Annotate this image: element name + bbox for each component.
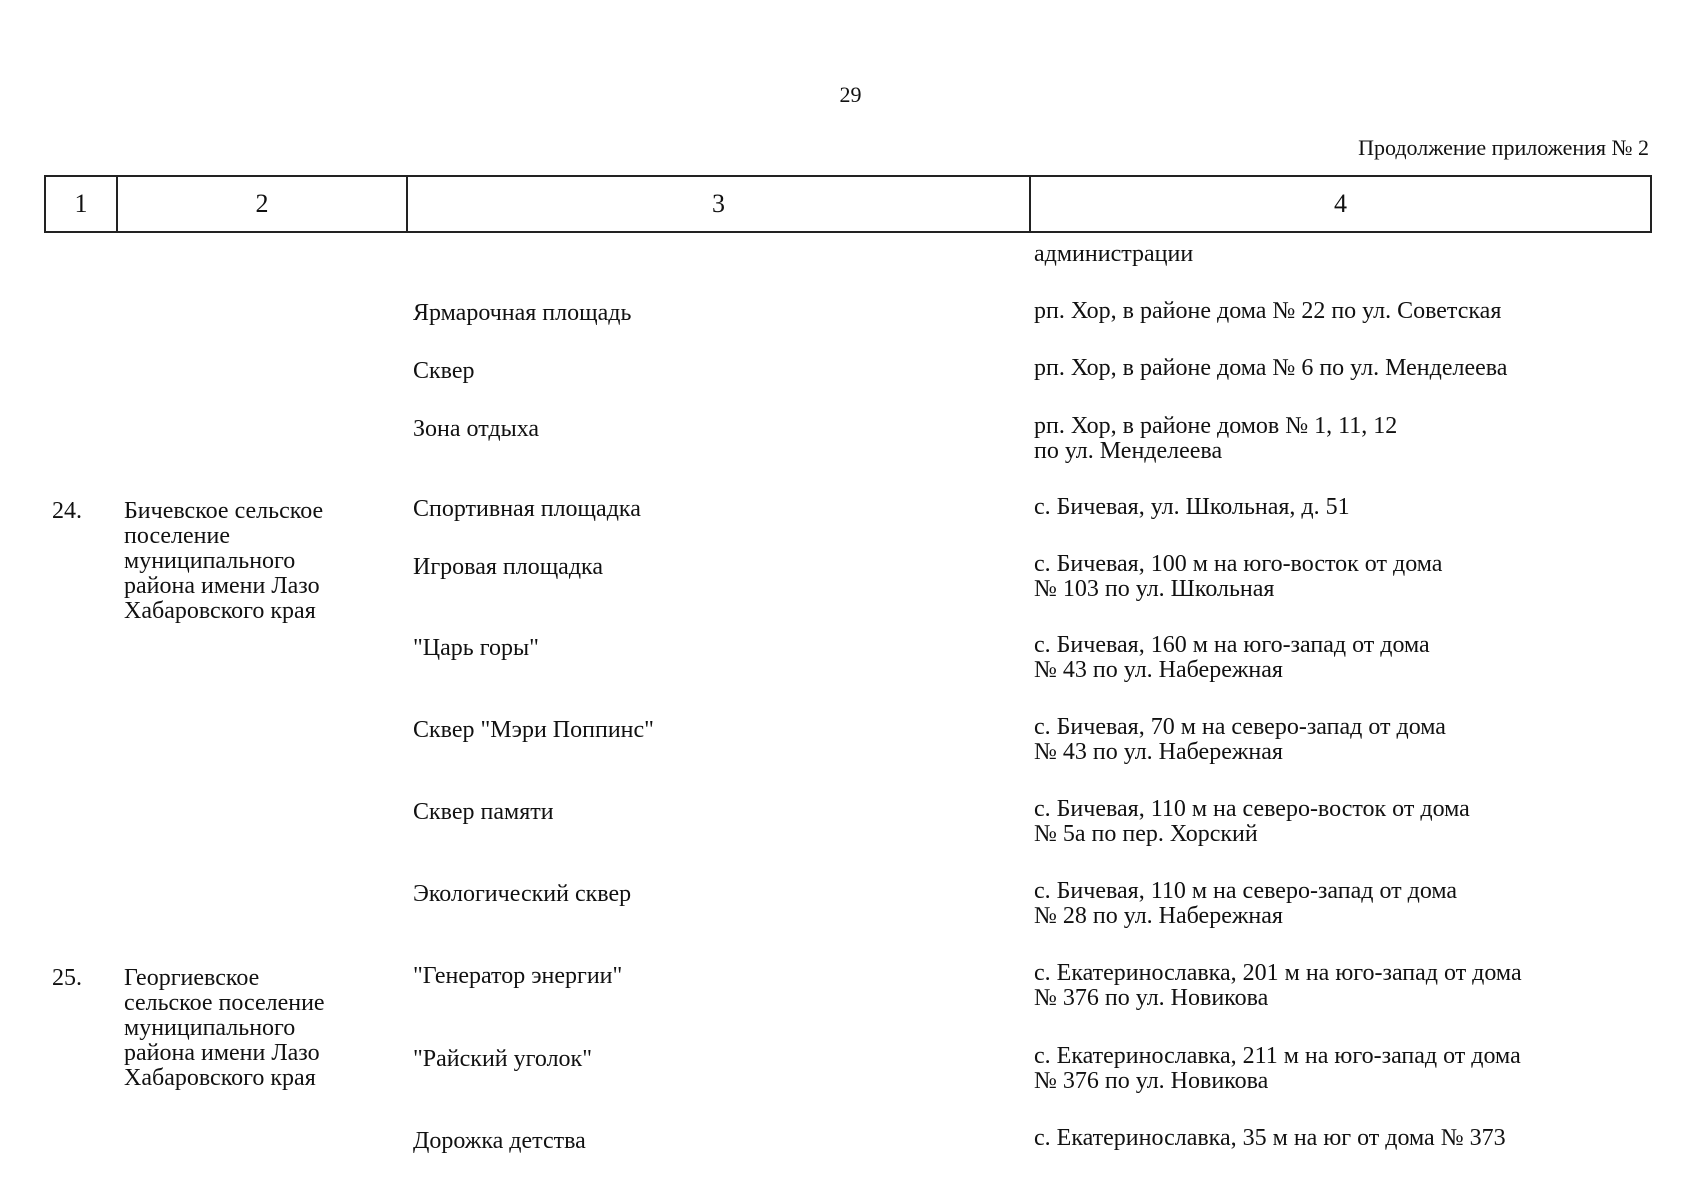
group-number: 25.: [52, 965, 82, 991]
row-location: рп. Хор, в районе дома № 22 по ул. Советская: [1034, 298, 1502, 324]
row-location: с. Екатеринославка, 211 м на юго-запад от дома № 376 по ул. Новикова: [1034, 1043, 1521, 1094]
row-name: Сквер: [413, 358, 475, 384]
row-location: с. Бичевая, 100 м на юго-восток от дома № 103 по ул. Школьная: [1034, 551, 1443, 602]
header-col-3: 3: [408, 177, 1031, 231]
settlement-name: Георгиевское сельское поселение муниципального района имени Лазо Хабаровского края: [124, 965, 325, 1091]
row-name: Сквер "Мэри Поппинс": [413, 717, 654, 743]
row-location: с. Бичевая, 70 м на северо-запад от дома № 43 по ул. Набережная: [1034, 714, 1446, 765]
row-name: Сквер памяти: [413, 799, 554, 825]
row-name: Спортивная площадка: [413, 496, 641, 522]
row-location: рп. Хор, в районе домов № 1, 11, 12 по ул. Менделеева: [1034, 413, 1398, 464]
row-name: Игровая площадка: [413, 554, 603, 580]
header-col-4: 4: [1334, 189, 1347, 218]
row-location: с. Бичевая, 110 м на северо-восток от дома № 5а по пер. Хорский: [1034, 796, 1470, 847]
row-name: Зона отдыха: [413, 416, 540, 442]
header-col-2: 2: [118, 177, 408, 231]
group-number: 24.: [52, 498, 82, 524]
settlement-name: Бичевское сельское поселение муниципального района имени Лазо Хабаровского края: [124, 498, 324, 624]
header-col-1: 1: [46, 177, 118, 231]
row-location: с. Бичевая, ул. Школьная, д. 51: [1034, 494, 1350, 520]
row-name: "Райский уголок": [413, 1046, 593, 1072]
row-name: Экологический сквер: [413, 881, 632, 907]
row-location: с. Бичевая, 160 м на юго-запад от дома № 43 по ул. Набережная: [1034, 632, 1430, 683]
continuation-label: Продолжение приложения № 2: [1358, 135, 1649, 160]
row-name: Ярмарочная площадь: [413, 300, 632, 326]
row-location: с. Бичевая, 110 м на северо-запад от дома № 28 по ул. Набережная: [1034, 878, 1458, 929]
carryover-location: администрации: [1034, 241, 1194, 267]
row-location: с. Екатеринославка, 201 м на юго-запад от дома № 376 по ул. Новикова: [1034, 960, 1522, 1011]
table-header: [44, 175, 1652, 233]
row-name: Дорожка детства: [413, 1128, 586, 1154]
row-location: с. Екатеринославка, 35 м на юг от дома № 373: [1034, 1125, 1506, 1151]
row-location: рп. Хор, в районе дома № 6 по ул. Менделеева: [1034, 355, 1508, 381]
row-name: "Царь горы": [413, 635, 539, 661]
row-name: "Генератор энергии": [413, 963, 623, 989]
page-number: 29: [839, 82, 862, 107]
